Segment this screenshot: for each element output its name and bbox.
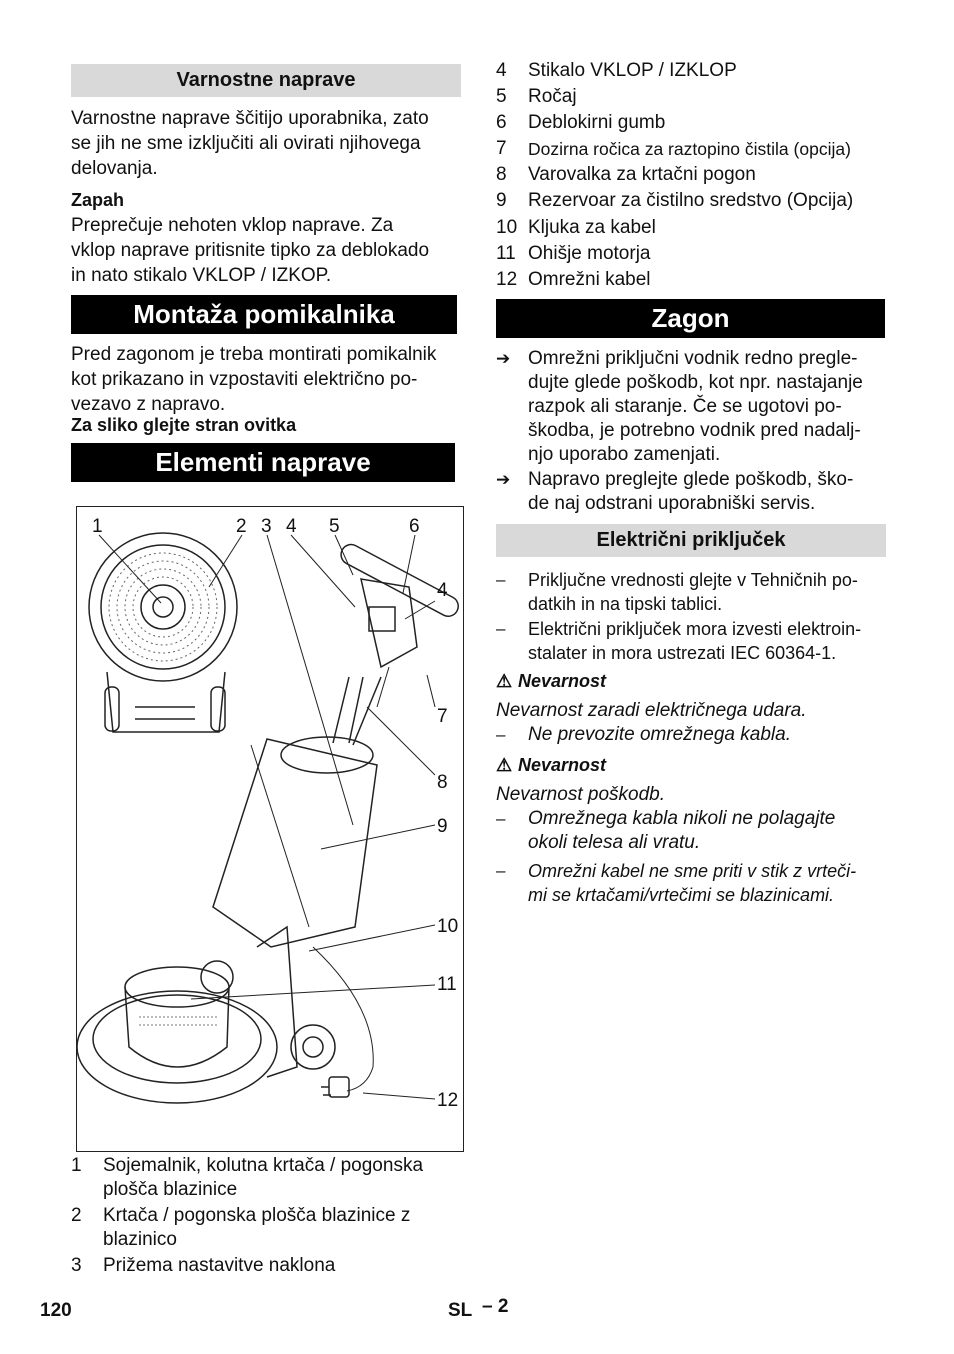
callout-label-7: 7 [437,706,448,727]
text-line: Sojemalnik, kolutna krtača / pogonska [103,1155,424,1176]
legend-number: 6 [496,112,507,133]
text-line: vklop naprave pritisnite tipko za deblokado [71,240,430,261]
item-text [528,468,886,516]
danger-item [496,859,886,909]
text-line: blazinico [103,1229,177,1250]
legend-item [496,268,886,294]
text-line: Krtača / pogonska plošča blazinice z [103,1205,411,1226]
device-illustration [76,506,464,1152]
text-line: Omrežni priključni vodnik redno pregle- [528,348,858,369]
text-line: se jih ne sme izključiti ali ovirati njihovega [71,133,421,154]
legend-item [71,1154,463,1204]
callout-label-4-side: 4 [437,580,448,601]
text-line: razpok ali staranje. Če se ugotovi po- [528,396,842,417]
legend-text: Deblokirni gumb [528,112,666,133]
danger-title [496,753,606,778]
callout-label-12: 12 [437,1090,459,1111]
callout-label-4: 4 [286,516,297,537]
legend-number: 2 [71,1205,82,1226]
text-line: in nato stikalo VKLOP / IZKOP. [71,265,332,286]
text-line: stalater in mora ustrezati IEC 60364-1. [528,643,837,663]
text-line: kot prikazano in vzpostaviti električno po- [71,369,418,390]
language-code: SL [448,1300,473,1321]
text-line: de naj odstrani uporabniški servis. [528,493,816,514]
text-line: Preprečuje nehoten vklop naprave. Za [71,215,394,236]
text-line: dujte glede poškodb, kot npr. nastajanje [528,372,863,393]
assembly-text [71,342,463,417]
section-heading-safety-devices: Varnostne naprave [71,64,461,97]
arrow-icon: ➔ [496,470,511,489]
legend-item [496,242,886,268]
legend-item [496,163,886,189]
legend-number: 12 [496,269,518,290]
callout-label-11: 11 [437,974,457,995]
lock-text [71,213,463,288]
floor-machine-drawing [77,507,465,1153]
text-line: Napravo preglejte glede poškodb, ško- [528,469,854,490]
text-line: Priključne vrednosti glejte v Tehničnih po- [528,570,858,590]
danger-label: Nevarnost [518,671,607,691]
callout-label-6: 6 [409,516,420,537]
section-heading-device-elements: Elementi naprave [71,443,455,482]
legend-item [496,137,886,163]
legend-text [103,1154,423,1202]
legend-text: Kljuka za kabel [528,217,656,238]
assembly-note: Za sliko glejte stran ovitka [71,415,297,435]
legend-item [496,85,886,111]
legend-text: Ohišje motorja [528,243,651,264]
start-item [496,347,886,467]
text-line: datkih in na tipski tablici. [528,594,723,614]
legend-number: 1 [71,1155,82,1176]
text-line: okoli telesa ali vratu. [528,832,701,853]
item-text [528,347,886,467]
legend-text: Omrežni kabel [528,269,651,290]
legend-item [71,1254,463,1280]
legend-text: Rezervoar za čistilno sredstvo (Opcija) [528,190,854,211]
warning-triangle-icon: ⚠ [496,671,513,691]
legend-text: Varovalka za krtačni pogon [528,164,756,185]
arrow-icon: ➔ [496,349,511,368]
item-text [528,568,886,616]
lock-subheading: Zapah [71,190,125,210]
danger-title [496,669,606,694]
section-heading-assembly: Montaža pomikalnika [71,295,457,334]
legend-item [496,216,886,242]
text-line: vezavo z napravo. [71,394,226,415]
item-text [528,617,886,665]
section-heading-electrical: Električni priključek [496,524,886,557]
safety-text [71,106,463,181]
text-line: Pred zagonom je treba montirati pomikalnik [71,344,437,365]
legend-number: 3 [71,1255,82,1276]
legend-text: Dozirna ročica za raztopino čistila (opcija) [528,139,851,159]
dash-marker: – [496,570,506,589]
warning-triangle-icon: ⚠ [496,755,513,775]
danger-item [496,723,886,749]
legend-number: 4 [496,60,507,81]
section-heading-start: Zagon [496,299,885,338]
text-line: plošča blazinice [103,1179,238,1200]
callout-label-10: 10 [437,916,459,937]
start-item [496,468,886,518]
legend-text [103,1204,410,1252]
item-text [528,859,886,907]
electrical-item [496,617,886,667]
legend-number: 5 [496,86,507,107]
legend-text: Prižema nastavitve naklona [103,1255,336,1276]
dash-marker: – [496,619,506,638]
legend-text: Ročaj [528,86,577,107]
callout-label-9: 9 [437,816,448,837]
item-text [528,807,886,855]
legend-text: Stikalo VKLOP / IZKLOP [528,60,737,81]
callout-label-5: 5 [329,516,340,537]
text-line: Električni priključek mora izvesti elektroin- [528,619,862,639]
danger-label: Nevarnost [518,755,607,775]
legend-number: 8 [496,164,507,185]
page-number: 120 [40,1300,72,1321]
legend-number: 9 [496,190,507,211]
legend-number: 11 [496,243,516,264]
text-line: škodba, je potrebno vodnik pred nadalj- [528,420,861,441]
item-text: Ne prevozite omrežnega kabla. [528,724,791,745]
callout-label-3: 3 [261,516,272,537]
dash-marker: – [496,861,506,880]
legend-number: 10 [496,217,518,238]
section-marker: – 2 [482,1296,509,1317]
legend-item [496,189,886,215]
text-line: Omrežnega kabla nikoli ne polagajte [528,808,836,829]
danger-text: Nevarnost poškodb. [496,784,665,805]
legend-item [496,59,886,85]
text-line: Omrežni kabel ne sme priti v stik z vrteči- [528,861,857,881]
text-line: delovanja. [71,158,158,179]
legend-number: 7 [496,138,507,159]
callout-label-1: 1 [92,516,103,537]
text-line: njo uporabo zamenjati. [528,444,721,465]
electrical-item [496,568,886,618]
dash-marker: – [496,725,506,744]
callout-label-2: 2 [236,516,247,537]
danger-item [496,807,886,857]
dash-marker: – [496,809,506,828]
text-line: mi se krtačami/vrtečimi se blazinicami. [528,885,835,905]
legend-item [496,111,886,137]
legend-item [71,1204,463,1254]
danger-text: Nevarnost zaradi električnega udara. [496,700,807,721]
callout-label-8: 8 [437,772,448,793]
text-line: Varnostne naprave ščitijo uporabnika, zato [71,108,429,129]
